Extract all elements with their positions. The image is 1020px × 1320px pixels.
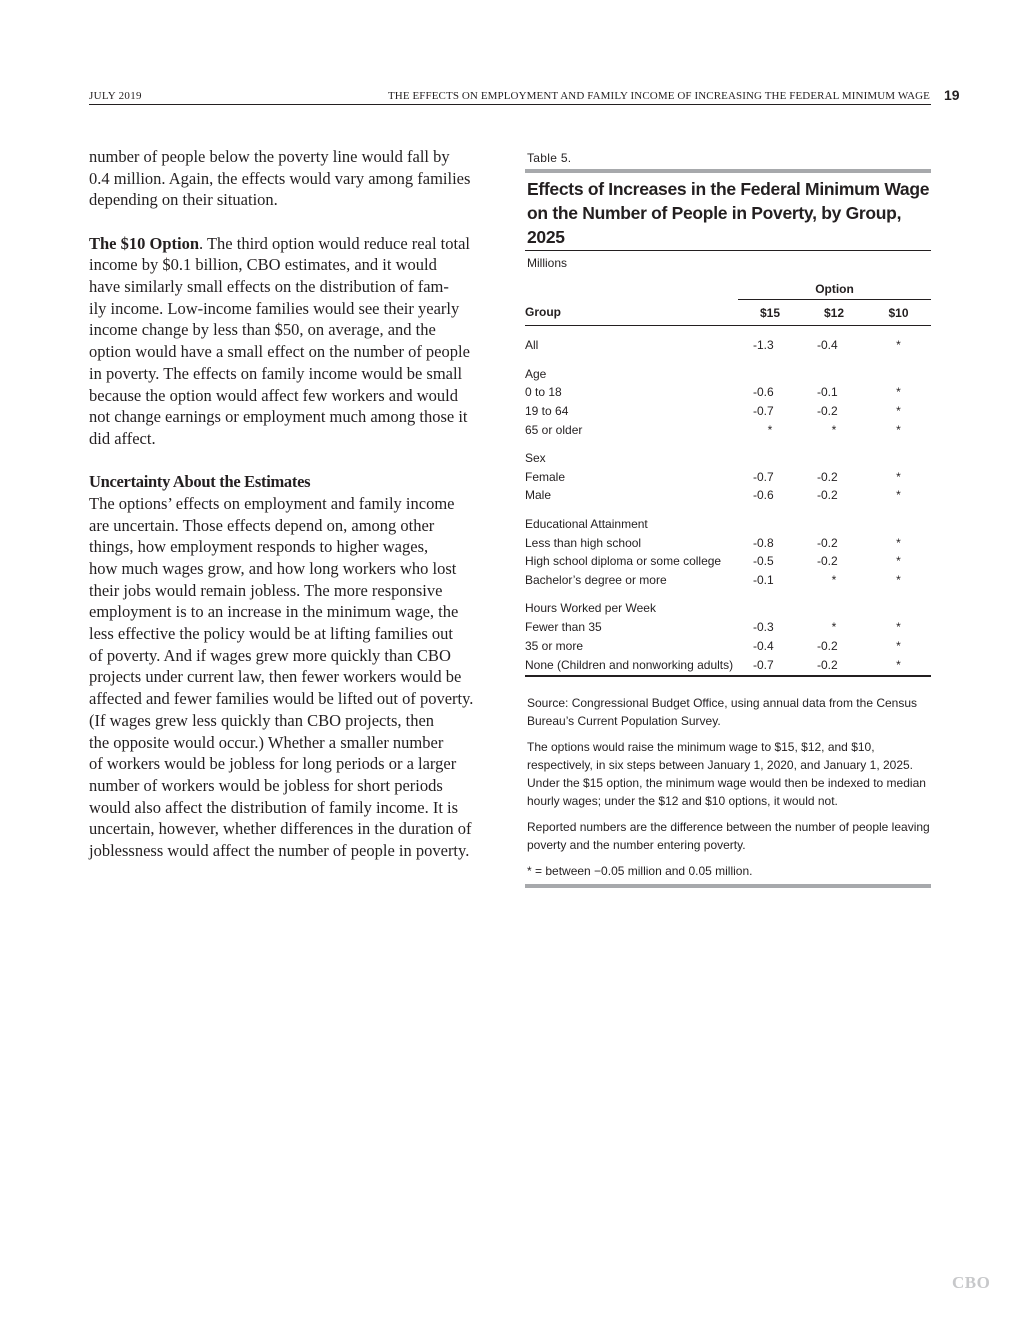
text-line: would also affect the distribution of family income. It is [89, 797, 459, 817]
text-line: number of workers would be jobless for short periods [89, 775, 443, 795]
cell-value: -0.1 [817, 385, 838, 400]
cell-value: -0.2 [817, 638, 838, 653]
cell-value: -0.8 [753, 535, 774, 550]
text-line: number of people below the poverty line would fall by [89, 147, 450, 166]
table-notes [525, 694, 931, 880]
text-line: employment is to an increase in the minimum wage, the [89, 602, 459, 622]
cell-value: -0.7 [753, 657, 774, 672]
text-line: how much wages grow, and how long workers who lost [89, 558, 457, 578]
table-row [525, 402, 931, 421]
header-date: JULY 2019 [89, 90, 142, 102]
table-panel [525, 150, 931, 888]
table-row [525, 336, 931, 355]
table-label: Table 5. [527, 151, 572, 165]
table-bottom-bar [525, 884, 931, 888]
table-row [525, 636, 931, 655]
cell-value: * [896, 657, 901, 672]
cell-value: * [831, 620, 837, 635]
cell-value: * [896, 572, 901, 587]
text-line: uncertain, however, whether differences in the duration of [89, 819, 472, 839]
text-line: option would have a small effect on the number of people [89, 342, 470, 362]
table-row [525, 533, 931, 552]
col-header-12: $12 [802, 300, 866, 326]
row-label: High school diploma or some college [525, 554, 722, 569]
text-line: (If wages grew less quickly than CBO projects, then [89, 710, 435, 730]
cell-value: * [896, 554, 901, 569]
table-row [525, 618, 931, 637]
row-label: None (Children and nonworking adults) [525, 655, 738, 676]
cell-value: * [896, 535, 901, 550]
table-note: The options would raise the minimum wage to $15, $12, and $10, respectively, in six steps between January 1, 2020, and January 1, 2025. Under the $15 option, the minimum wage would then be indexed to median hourly wages; under the $12 and $10 options, it would not. [527, 739, 926, 808]
row-label: 19 to 64 [525, 404, 569, 419]
text-line: in poverty. The effects on family income would be small [89, 363, 463, 383]
cell-value: -0.2 [817, 469, 838, 484]
cell-value: * [896, 469, 901, 484]
text-line: the opposite would occur.) Whether a smaller number [89, 732, 444, 752]
row-label: 35 or more [525, 638, 584, 653]
table-title: Effects of Increases in the Federal Minimum Wage on the Number of People in Poverty, by Group, 2025 [527, 179, 930, 247]
text-line: not change earnings or employment much among those it [89, 407, 468, 427]
cell-value: -0.2 [817, 554, 838, 569]
cell-value: -0.3 [753, 620, 774, 635]
table-note: Reported numbers are the difference between the number of people leaving poverty and the number entering poverty. [527, 819, 930, 852]
table-row [525, 420, 931, 439]
cell-value: -0.7 [753, 404, 774, 419]
table-row [525, 571, 931, 590]
text-line: are uncertain. Those effects depend on, among other [89, 515, 435, 535]
table-row [525, 552, 931, 571]
text-line: of poverty. And if wages grew more quickly than CBO [89, 645, 451, 665]
paragraph-poverty-continuation [89, 146, 497, 211]
col-header-10: $10 [866, 300, 931, 326]
paragraph-10-option [89, 233, 497, 450]
cell-value: -0.2 [817, 535, 838, 550]
option-header-row [525, 278, 931, 300]
table-note: * = between −0.05 million and 0.05 million. [527, 863, 753, 878]
cell-value: * [896, 338, 901, 353]
body-text-column [89, 146, 497, 862]
row-label: 65 or older [525, 422, 583, 437]
table-row [525, 486, 931, 505]
text-line: ily income. Low-income families would see their yearly [89, 298, 460, 318]
row-label: Less than high school [525, 535, 642, 550]
row-label: Fewer than 35 [525, 620, 602, 635]
row-label: Bachelor’s degree or more [525, 572, 667, 587]
cell-value: -0.6 [753, 385, 774, 400]
table-row [525, 655, 931, 676]
text-line: things, how employment responds to higher wages, [89, 537, 429, 557]
text-line: joblessness would affect the number of people in poverty. [89, 841, 470, 861]
text-line: The options’ effects on employment and family income [89, 493, 455, 513]
header-title: THE EFFECTS ON EMPLOYMENT AND FAMILY INCOME OF INCREASING THE FEDERAL MINIMUM WAGE [387, 90, 930, 102]
cbo-logo: CBO [952, 1273, 991, 1292]
cell-value: * [896, 422, 901, 437]
text-line: 0.4 million. Again, the effects would vary among families [89, 168, 471, 188]
cell-value: -0.5 [753, 554, 774, 569]
text-line: income change by less than $50, on average, and the [89, 320, 436, 340]
cell-value: -0.2 [817, 404, 838, 419]
cell-value: -0.2 [817, 488, 838, 503]
text-line: their jobs would remain jobless. The more responsive [89, 580, 443, 600]
text-line: did affect. [89, 428, 156, 448]
cell-value: * [896, 620, 901, 635]
text-line: depending on their situation. [89, 190, 278, 210]
text-line: projects under current law, then fewer workers would be [89, 667, 462, 687]
col-header-15: $15 [738, 300, 802, 326]
cell-value: -0.6 [753, 488, 774, 503]
text-line [89, 233, 497, 255]
row-label: 0 to 18 [525, 385, 562, 400]
table-section-heading: Age [525, 366, 547, 381]
cell-value: * [896, 488, 901, 503]
cell-value: -0.4 [817, 338, 838, 353]
cell-value: -0.1 [753, 572, 774, 587]
table-row [525, 383, 931, 402]
cell-value: * [831, 422, 837, 437]
text-run: . The third option would reduce real total [199, 233, 470, 253]
table-section-heading: Hours Worked per Week [525, 601, 656, 616]
cell-value: * [767, 422, 773, 437]
paragraph-uncertainty [89, 493, 497, 862]
header-rule [89, 104, 931, 105]
row-label: Male [525, 488, 552, 503]
row-label: Female [525, 469, 566, 484]
section-heading: Uncertainty About the Estimates [89, 472, 311, 492]
cell-value: * [896, 638, 901, 653]
cell-value: * [831, 572, 837, 587]
text-line: less effective the policy would be at lifting families out [89, 624, 453, 644]
table-section-heading: Sex [525, 451, 546, 466]
text-line: of workers would be jobless for long periods or a larger [89, 754, 457, 774]
cell-value: -0.4 [753, 638, 774, 653]
text-line: because the option would affect few workers and would [89, 385, 458, 405]
cell-value: -1.3 [753, 338, 774, 353]
cell-value: -0.7 [753, 469, 774, 484]
table-row [525, 468, 931, 487]
cell-value: * [896, 385, 901, 400]
table-title-rule [525, 250, 931, 251]
group-header: Group [525, 300, 738, 326]
option-header: Option [738, 278, 931, 300]
cell-value: -0.2 [817, 657, 838, 672]
row-label: All [525, 338, 539, 353]
column-header-row [525, 300, 931, 326]
text-line: have similarly small effects on the distribution of fam- [89, 277, 449, 297]
table-source-note: Source: Congressional Budget Office, using annual data from the Census Bureau’s Current Population Survey. [527, 695, 918, 728]
text-line: income by $0.1 billion, CBO estimates, and it would [89, 255, 437, 275]
cell-value: * [896, 404, 901, 419]
table-section-heading: Educational Attainment [525, 517, 648, 532]
text-line: affected and fewer families would be lifted out of poverty. [89, 689, 474, 709]
table-units: Millions [527, 256, 568, 270]
run-in-heading: The $10 Option [89, 233, 200, 253]
poverty-table [525, 278, 931, 677]
page-number: 19 [944, 87, 960, 103]
table-top-bar [525, 169, 931, 173]
